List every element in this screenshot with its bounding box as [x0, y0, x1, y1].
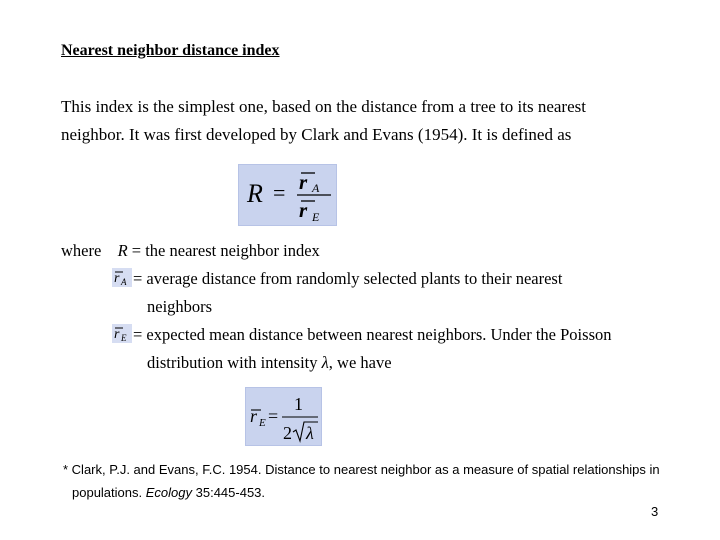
- re-sub: E: [121, 333, 127, 343]
- footnote-before: populations.: [72, 485, 143, 500]
- definition-r-line: [61, 241, 320, 261]
- footnote-after: 35:445-453.: [195, 485, 266, 500]
- formula-1-num: r: [299, 170, 308, 194]
- definition-ra-line: = average distance from randomly selected plants to their nearest: [133, 269, 563, 288]
- footnote-line-1: * Clark, P.J. and Evans, F.C. 1954. Distance to nearest neighbor as a measure of spatial relationships in: [63, 462, 660, 477]
- ra-sym: r: [114, 271, 120, 286]
- footnote-journal: Ecology: [145, 485, 192, 500]
- formula-1-eq: =: [273, 180, 286, 205]
- page-number: 3: [651, 504, 659, 519]
- formula-1-num-sub: A: [312, 181, 320, 195]
- formula-2-lhs-sub: E: [259, 417, 266, 429]
- symbol-re: [112, 324, 132, 343]
- symbol-ra: [112, 268, 132, 287]
- formula-2-den-arg: λ: [306, 423, 314, 443]
- r-definition: = the nearest neighbor index: [131, 241, 320, 260]
- formula-nearest-neighbor-index: [238, 164, 337, 226]
- re-sym: r: [114, 327, 120, 342]
- formula-1-svg: [239, 165, 336, 225]
- formula-expected-distance: [245, 387, 322, 446]
- re-continued-before: distribution with intensity: [147, 353, 318, 372]
- where-label: where: [61, 241, 102, 260]
- intro-line-2: neighbor. It was first developed by Clark and Evans (1954). It is defined as: [61, 125, 572, 144]
- footnote-line-2: [72, 485, 265, 500]
- formula-2-svg: [246, 388, 321, 445]
- lambda-symbol: λ: [321, 353, 329, 372]
- definition-re-line: = expected mean distance between nearest neighbors. Under the Poisson: [133, 325, 612, 344]
- definition-ra-continued: neighbors: [147, 297, 213, 316]
- re-continued-after: , we have: [328, 353, 392, 372]
- formula-2-eq: =: [268, 406, 279, 426]
- ra-sub: A: [121, 277, 127, 287]
- page-title: Nearest neighbor distance index: [61, 42, 280, 59]
- formula-2-lhs: r: [250, 406, 258, 426]
- definition-re-continued: [147, 353, 392, 373]
- r-symbol: R: [117, 241, 128, 260]
- formula-2-num: 1: [294, 394, 303, 414]
- formula-1-den: r: [299, 198, 308, 222]
- intro-line-1: This index is the simplest one, based on the distance from a tree to its nearest: [61, 97, 586, 116]
- formula-1-lhs: R: [247, 179, 263, 208]
- formula-2-den-coef: 2: [283, 423, 292, 443]
- formula-1-den-sub: E: [312, 210, 320, 224]
